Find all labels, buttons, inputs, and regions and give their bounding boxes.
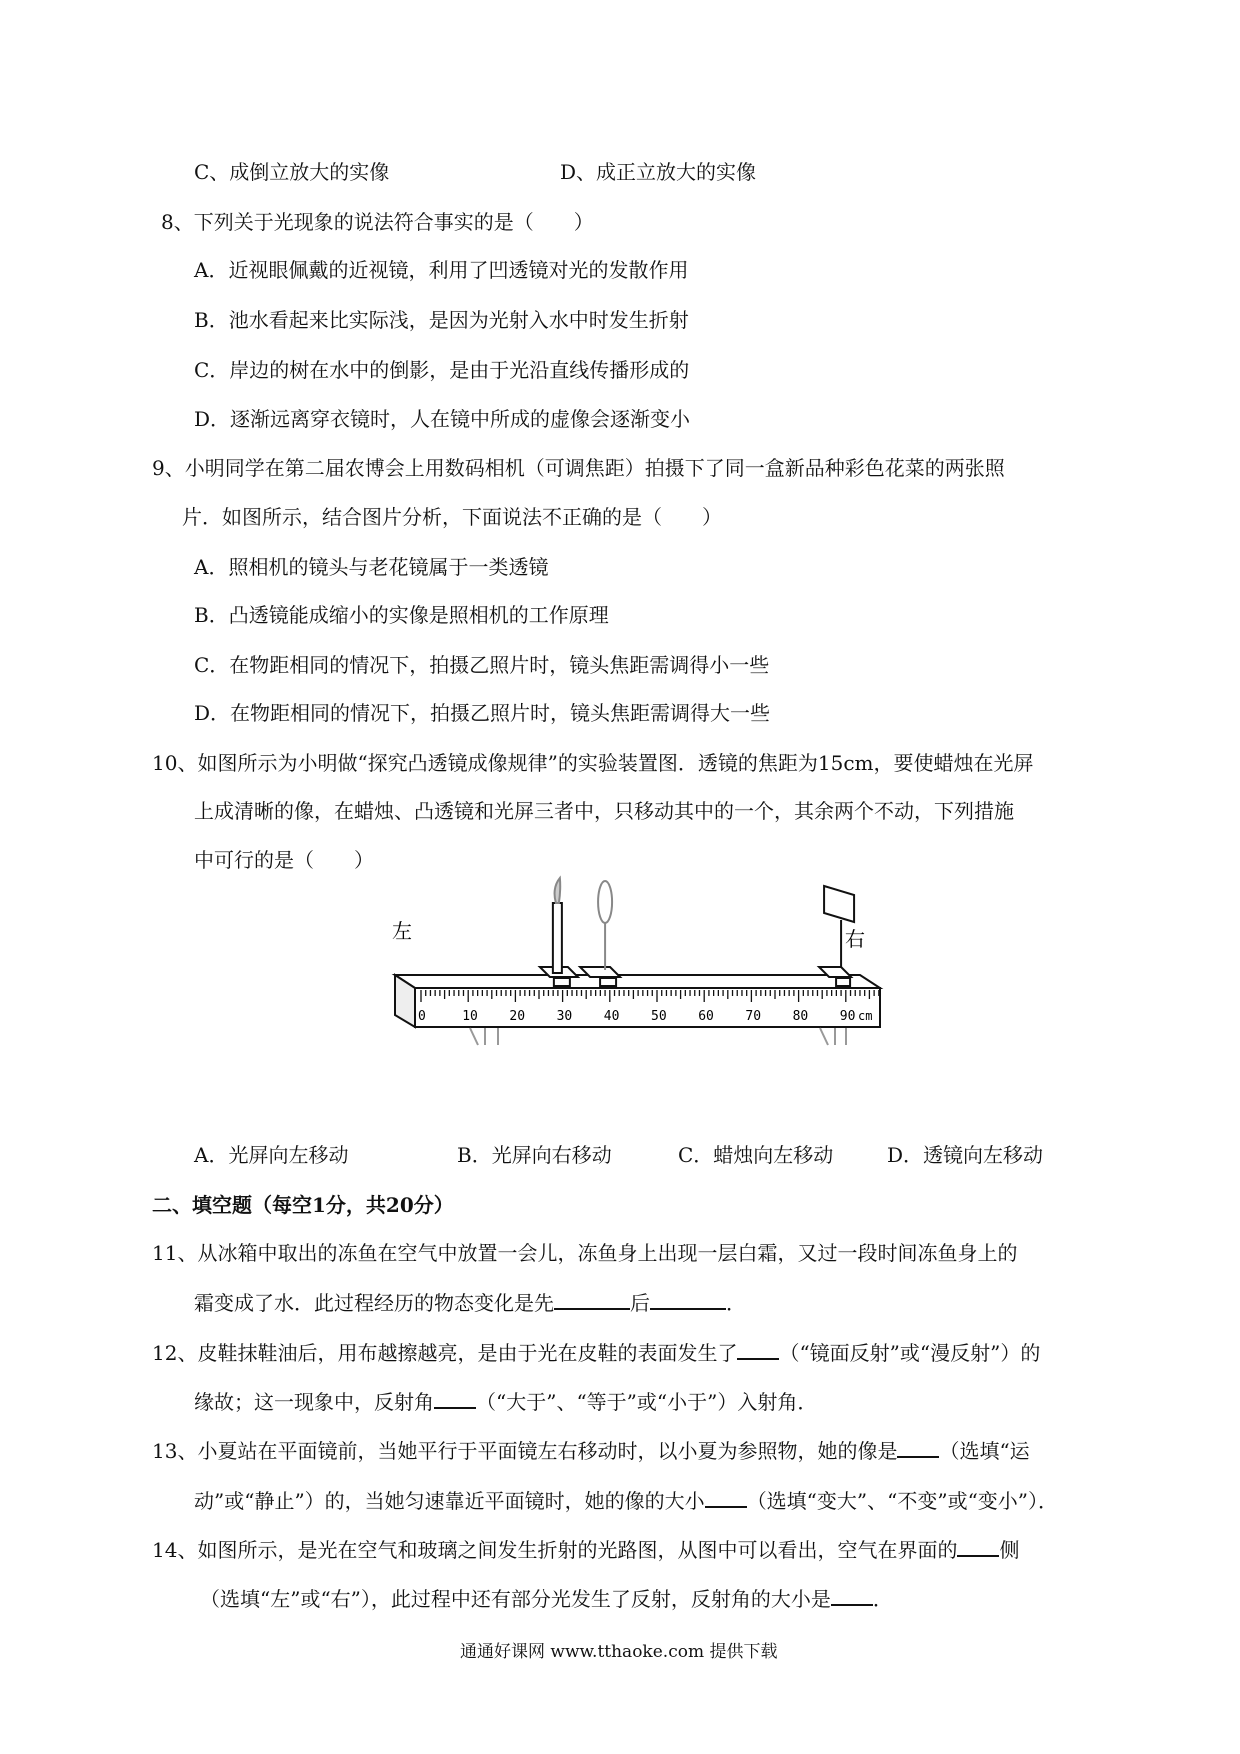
answer-blank[interactable] bbox=[897, 1438, 939, 1458]
tick-label: 20 bbox=[509, 1009, 526, 1024]
answer-blank[interactable] bbox=[957, 1537, 999, 1557]
tick-label: 90 bbox=[839, 1009, 856, 1024]
q9-option-a: A．照相机的镜头与老花镜属于一类透镜 bbox=[194, 555, 549, 579]
q8-option-c: C．岸边的树在水中的倒影，是由于光沿直线传播形成的 bbox=[194, 358, 690, 382]
answer-blank[interactable] bbox=[831, 1586, 873, 1606]
q14-line-1 bbox=[152, 1537, 1019, 1562]
text: 侧 bbox=[999, 1538, 1020, 1562]
q11-line-1: 11、从冰箱中取出的冻鱼在空气中放置一会儿，冻鱼身上出现一层白霜，又过一段时间冻鱼身上的 bbox=[152, 1241, 1018, 1265]
optical-bench-figure bbox=[380, 870, 940, 1070]
text: 14、如图所示，是光在空气和玻璃之间发生折射的光路图，从图中可以看出，空气在界面的 bbox=[152, 1538, 958, 1562]
text: 霜变成了水．此过程经历的物态变化是先 bbox=[194, 1291, 554, 1315]
q7-option-d: D、成正立放大的实像 bbox=[560, 160, 757, 184]
answer-blank[interactable] bbox=[554, 1290, 630, 1310]
q8-option-b: B．池水看起来比实际浅，是因为光射入水中时发生折射 bbox=[194, 308, 689, 332]
unit-label: cm bbox=[858, 1009, 873, 1023]
section-2-heading: 二、填空题（每空1分，共20分） bbox=[152, 1193, 454, 1217]
q9-stem-2: 片．如图所示，结合图片分析，下面说法不正确的是（ ） bbox=[182, 505, 722, 529]
text: （选填“左”或“右”），此过程中还有部分光发生了反射，反射角的大小是 bbox=[200, 1587, 831, 1611]
convex-lens bbox=[580, 881, 620, 986]
q12-line-1 bbox=[152, 1340, 1040, 1365]
answer-blank[interactable] bbox=[650, 1290, 726, 1310]
q8-option-a: A．近视眼佩戴的近视镜，利用了凹透镜对光的发散作用 bbox=[194, 258, 689, 282]
tick-label: 30 bbox=[556, 1009, 573, 1024]
answer-blank[interactable] bbox=[737, 1340, 779, 1360]
bench-legs bbox=[470, 1028, 846, 1045]
text: 缘故；这一现象中，反射角 bbox=[194, 1390, 434, 1414]
answer-blank[interactable] bbox=[705, 1488, 747, 1508]
text: （选填“运 bbox=[939, 1439, 1030, 1463]
q10-option-a: A．光屏向左移动 bbox=[194, 1143, 349, 1167]
q13-line-1 bbox=[152, 1438, 1030, 1463]
tick-label: 10 bbox=[462, 1009, 478, 1024]
tick-label: 0 bbox=[418, 1009, 426, 1024]
q9-stem-1: 9、小明同学在第二届农博会上用数码相机（可调焦距）拍摄下了同一盒新品种彩色花菜的两张照 bbox=[152, 456, 1005, 480]
q7-option-c: C、成倒立放大的实像 bbox=[194, 160, 390, 184]
q10-option-d: D．透镜向左移动 bbox=[887, 1143, 1044, 1167]
text: 动”或“静止”）的，当她匀速靠近平面镜时，她的像的大小 bbox=[194, 1489, 705, 1513]
q10-stem-1: 10、如图所示为小明做“探究凸透镜成像规律”的实验装置图．透镜的焦距为15cm，要使蜡烛在光屏 bbox=[152, 751, 1034, 775]
text: 后 bbox=[630, 1291, 650, 1315]
q8-option-d: D．逐渐远离穿衣镜时，人在镜中所成的虚像会逐渐变小 bbox=[194, 407, 691, 431]
q14-line-2 bbox=[200, 1586, 893, 1611]
q10-option-b: B．光屏向右移动 bbox=[457, 1143, 612, 1167]
answer-blank[interactable] bbox=[434, 1389, 476, 1409]
tick-label: 60 bbox=[698, 1009, 714, 1024]
tick-label: 50 bbox=[651, 1009, 667, 1024]
q10-option-c: C．蜡烛向左移动 bbox=[678, 1143, 834, 1167]
q9-option-d: D．在物距相同的情况下，拍摄乙照片时，镜头焦距需调得大一些 bbox=[194, 701, 771, 725]
q11-line-2 bbox=[194, 1290, 746, 1315]
q13-line-2 bbox=[194, 1488, 1058, 1513]
tick-label: 70 bbox=[745, 1009, 762, 1024]
q9-option-c: C．在物距相同的情况下，拍摄乙照片时，镜头焦距需调得小一些 bbox=[194, 653, 770, 677]
text: ． bbox=[726, 1291, 746, 1315]
q8-stem: 8、下列关于光现象的说法符合事实的是（ ） bbox=[161, 210, 594, 234]
q10-stem-3: 中可行的是（ ） bbox=[194, 848, 374, 872]
text: （“镜面反射”或“漫反射”）的 bbox=[779, 1341, 1041, 1365]
text: （选填“变大”、“不变”或“变小”）． bbox=[746, 1489, 1059, 1513]
label-right: 右 bbox=[845, 927, 865, 951]
candle bbox=[540, 878, 578, 986]
text: （“大于”、“等于”或“小于”）入射角． bbox=[476, 1390, 818, 1414]
label-left: 左 bbox=[392, 919, 412, 943]
tick-label: 40 bbox=[603, 1009, 620, 1024]
q9-option-b: B．凸透镜能成缩小的实像是照相机的工作原理 bbox=[194, 603, 609, 627]
text: 12、皮鞋抹鞋油后，用布越擦越亮，是由于光在皮鞋的表面发生了 bbox=[152, 1341, 738, 1365]
text: ． bbox=[872, 1587, 893, 1611]
q10-stem-2: 上成清晰的像，在蜡烛、凸透镜和光屏三者中，只移动其中的一个，其余两个不动，下列措施 bbox=[194, 799, 1014, 823]
tick-label: 80 bbox=[792, 1009, 809, 1024]
q12-line-2 bbox=[194, 1389, 817, 1414]
footer-source: 通通好课网 www.tthaoke.com 提供下载 bbox=[460, 1642, 778, 1662]
text: 13、小夏站在平面镜前，当她平行于平面镜左右移动时，以小夏为参照物，她的像是 bbox=[152, 1439, 898, 1463]
